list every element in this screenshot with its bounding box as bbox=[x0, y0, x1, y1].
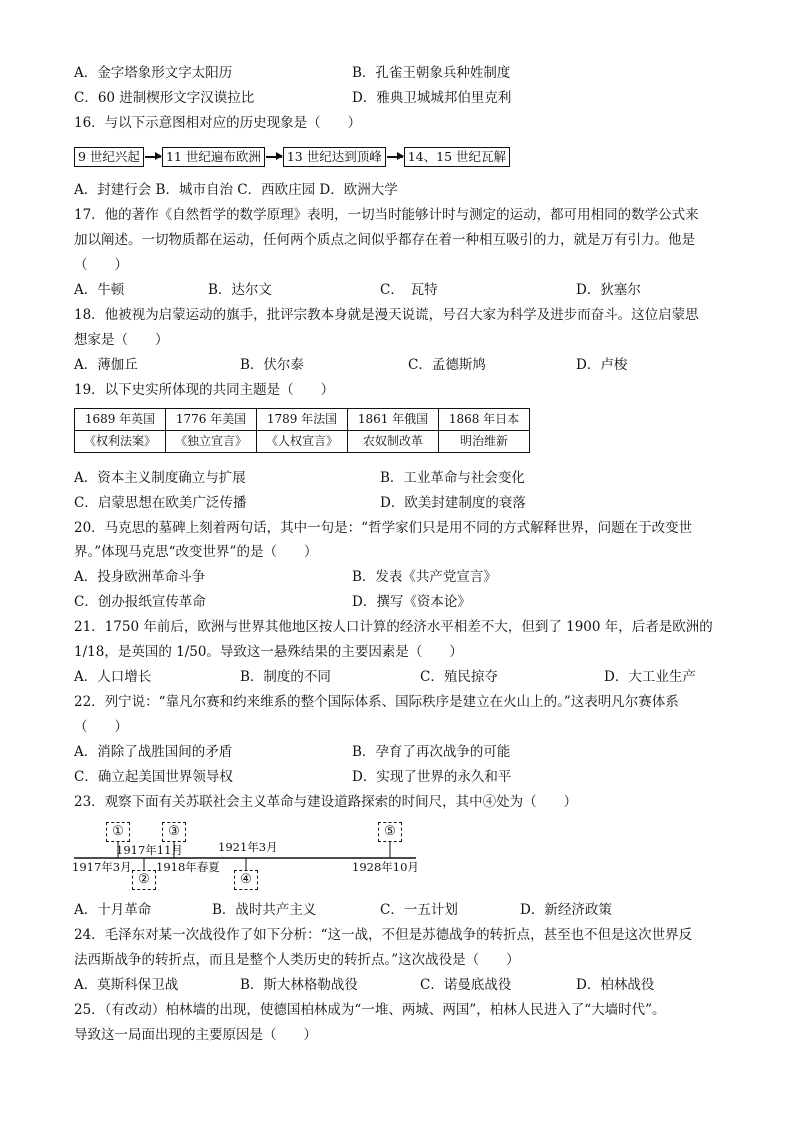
table-cell: 《人权宣言》 bbox=[257, 431, 348, 453]
q22-option-a: A．消除了战胜国间的矛盾 bbox=[74, 744, 233, 760]
q18-stem-line: 18．他被视为启蒙运动的旗手，批评宗教本身就是漫天说谎，号召大家为科学及进步而奋斗。这位启蒙思 bbox=[74, 307, 699, 323]
arrow-right-icon bbox=[266, 156, 282, 157]
q23-stem: 23．观察下面有关苏联社会主义革命与建设道路探索的时间尺，其中④处为（ ） bbox=[74, 794, 578, 810]
q20-option-d: D．撰写《资本论》 bbox=[352, 594, 471, 610]
table-cell: 农奴制改革 bbox=[348, 431, 439, 453]
q21-option-d: D．大工业生产 bbox=[604, 669, 696, 685]
q17-option-a: A．牛顿 bbox=[74, 282, 125, 298]
q22-stem-line: （ ） bbox=[74, 719, 128, 735]
q15-option-b: B．孔雀王朝象兵种姓制度 bbox=[352, 65, 511, 81]
q22-option-c: C．确立起美国世界领导权 bbox=[74, 769, 233, 785]
q15-option-c: C．60 进制楔形文字汉谟拉比 bbox=[74, 90, 255, 106]
q16-stem: 16．与以下示意图相对应的历史现象是（ ） bbox=[74, 115, 362, 131]
flow-step: 13 世纪达到顶峰 bbox=[283, 147, 386, 167]
q23-option-c: C．一五计划 bbox=[380, 902, 458, 918]
q15-option-d: D．雅典卫城城邦伯里克利 bbox=[352, 90, 512, 106]
q15-option-a: A．金字塔象形文字太阳历 bbox=[74, 65, 233, 81]
q24-option-b: B．斯大林格勒战役 bbox=[240, 977, 358, 993]
q24-stem-line: 24．毛泽东对某一次战役作了如下分析：“这一战，不但是苏德战争的转折点，甚至也不但是这次世界反 bbox=[74, 927, 693, 943]
q17-option-c: C． 瓦特 bbox=[380, 282, 438, 298]
timeline-label: 1917年11月 bbox=[116, 843, 183, 857]
q21-stem-line: 21．1750 年前后，欧洲与世界其他地区按人口计算的经济水平相差不大，但到了 1900 年，后者是欧洲的 bbox=[74, 619, 713, 635]
timeline-box-2: ② bbox=[132, 870, 156, 890]
table-cell: 《独立宣言》 bbox=[166, 431, 257, 453]
q17-option-b: B．达尔文 bbox=[208, 282, 272, 298]
q18-option-c: C．孟德斯鸠 bbox=[408, 357, 486, 373]
q24-option-d: D．柏林战役 bbox=[576, 977, 655, 993]
q19-stem: 19．以下史实所体现的共同主题是（ ） bbox=[74, 382, 335, 398]
q23-timeline bbox=[70, 820, 420, 892]
q24-option-c: C．诺曼底战役 bbox=[420, 977, 512, 993]
q18-stem-line: 想家是（ ） bbox=[74, 332, 169, 348]
flow-step: 11 世纪遍布欧洲 bbox=[162, 147, 265, 167]
q22-stem-line: 22．列宁说：“靠凡尔赛和约来维系的整个国际体系、国际秩序是建立在火山上的。”这表明凡尔赛体系 bbox=[74, 694, 679, 710]
table-cell: 明治维新 bbox=[439, 431, 530, 453]
timeline-label: 1921年3月 bbox=[218, 840, 278, 854]
q20-option-a: A．投身欧洲革命斗争 bbox=[74, 569, 206, 585]
timeline-box-3: ③ bbox=[162, 822, 186, 842]
q18-option-a: A．薄伽丘 bbox=[74, 357, 138, 373]
q20-option-b: B．发表《共产党宣言》 bbox=[352, 569, 497, 585]
timeline-label: 1917年3月 bbox=[72, 860, 132, 874]
q19-option-d: D．欧美封建制度的衰落 bbox=[380, 495, 526, 511]
q19-option-a: A．资本主义制度确立与扩展 bbox=[74, 470, 246, 486]
q21-option-c: C．殖民掠夺 bbox=[420, 669, 498, 685]
q19-events-table bbox=[74, 408, 530, 453]
arrow-right-icon bbox=[387, 156, 403, 157]
timeline-label: 1918年春夏 bbox=[156, 860, 220, 874]
q18-option-b: B．伏尔泰 bbox=[240, 357, 304, 373]
q24-option-a: A．莫斯科保卫战 bbox=[74, 977, 179, 993]
q23-option-a: A．十月革命 bbox=[74, 902, 152, 918]
q17-option-d: D．狄塞尔 bbox=[576, 282, 641, 298]
flow-step: 9 世纪兴起 bbox=[74, 147, 144, 167]
q20-option-c: C．创办报纸宣传革命 bbox=[74, 594, 206, 610]
q20-stem-line: 界。”体现马克思“改变世界”的是（ ） bbox=[74, 544, 318, 560]
q16-flow-diagram bbox=[74, 146, 510, 168]
q19-option-b: B．工业革命与社会变化 bbox=[380, 470, 525, 486]
q17-stem-line: （ ） bbox=[74, 257, 128, 273]
q17-stem-line: 加以阐述。一切物质都在运动，任何两个质点之间似乎都存在着一种相互吸引的力，就是万有引力。他是 bbox=[74, 232, 695, 248]
q25-stem-line: 25．（有改动）柏林墙的出现，使德国柏林成为“一堆、两城、两国”，柏林人民进入了“大墙时代”。 bbox=[74, 1002, 666, 1018]
table-cell: 《权利法案》 bbox=[75, 431, 166, 453]
q22-option-d: D．实现了世界的永久和平 bbox=[352, 769, 512, 785]
timeline-box-1: ① bbox=[106, 822, 130, 842]
q16-options: A．封建行会 B．城市自治 C．西欧庄园 D．欧洲大学 bbox=[74, 182, 398, 198]
q23-option-b: B．战时共产主义 bbox=[212, 902, 317, 918]
table-cell: 1789 年法国 bbox=[257, 409, 348, 431]
q21-option-a: A．人口增长 bbox=[74, 669, 152, 685]
q17-stem-line: 17．他的著作《自然哲学的数学原理》表明，一切当时能够计时与测定的运动，都可用相同的数学公式来 bbox=[74, 207, 699, 223]
timeline-label: 1928年10月 bbox=[352, 860, 419, 874]
q20-stem-line: 20．马克思的墓碑上刻着两句话，其中一句是：“哲学家们只是用不同的方式解释世界，问题在于改变世 bbox=[74, 520, 693, 536]
q23-option-d: D．新经济政策 bbox=[520, 902, 612, 918]
q18-option-d: D．卢梭 bbox=[576, 357, 628, 373]
table-cell: 1861 年俄国 bbox=[348, 409, 439, 431]
q21-stem-line: 1/18，是英国的 1/50。导致这一悬殊结果的主要因素是（ ） bbox=[74, 644, 463, 660]
timeline-box-5: ⑤ bbox=[378, 822, 402, 842]
q24-stem-line: 法西斯战争的转折点，而且是整个人类历史的转折点。”这次战役是（ ） bbox=[74, 952, 520, 968]
arrow-right-icon bbox=[145, 156, 161, 157]
q19-option-c: C．启蒙思想在欧美广泛传播 bbox=[74, 495, 247, 511]
table-cell: 1689 年英国 bbox=[75, 409, 166, 431]
q25-stem-line: 导致这一局面出现的主要原因是（ ） bbox=[74, 1027, 317, 1043]
q22-option-b: B．孕育了再次战争的可能 bbox=[352, 744, 511, 760]
timeline-box-4: ④ bbox=[234, 870, 258, 890]
flow-step: 14、15 世纪瓦解 bbox=[404, 147, 510, 167]
table-cell: 1776 年美国 bbox=[166, 409, 257, 431]
table-cell: 1868 年日本 bbox=[439, 409, 530, 431]
q21-option-b: B．制度的不同 bbox=[240, 669, 331, 685]
